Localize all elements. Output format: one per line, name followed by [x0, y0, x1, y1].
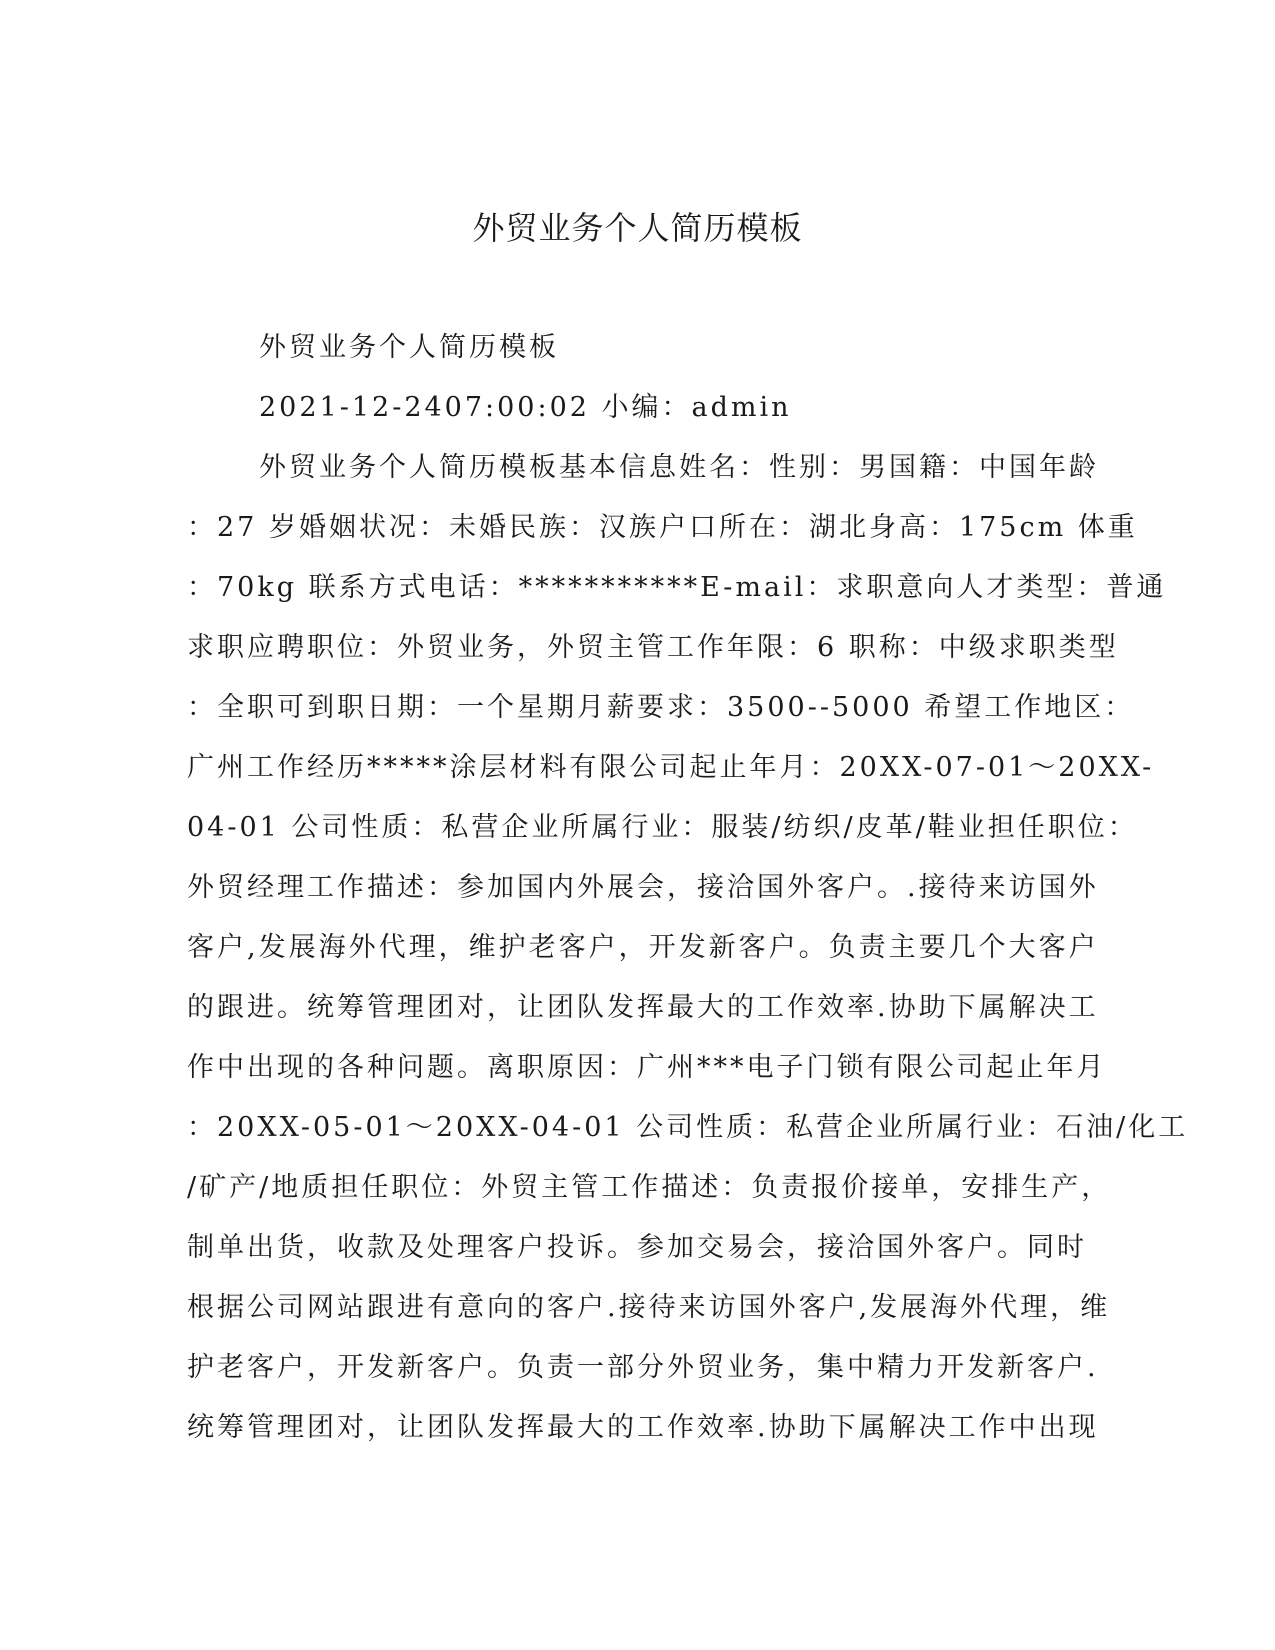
- document-title: 外贸业务个人简历模板: [472, 209, 803, 247]
- paragraph-line: 制单出货，收款及处理客户投诉。参加交易会，接洽国外客户。同时: [187, 1232, 1087, 1263]
- paragraph-line: ：20XX-05-01～20XX-04-01 公司性质：私营企业所属行业：石油/化工: [187, 1112, 1189, 1143]
- paragraph-line: 客户,发展海外代理，维护老客户，开发新客户。负责主要几个大客户: [187, 932, 1099, 963]
- paragraph-line: ：70kg 联系方式电话：***********E-mail：求职意向人才类型：普通: [187, 572, 1167, 603]
- paragraph-line: 的跟进。统筹管理团对，让团队发挥最大的工作效率.协助下属解决工: [187, 992, 1099, 1023]
- meta-line: 2021-12-2407:00:02 小编：admin: [259, 392, 792, 423]
- paragraph-line: ：27 岁婚姻状况：未婚民族：汉族户口所在：湖北身高：175cm 体重: [187, 512, 1138, 543]
- paragraph-line: 护老客户，开发新客户。负责一部分外贸业务，集中精力开发新客户.: [187, 1352, 1099, 1383]
- subtitle-line: 外贸业务个人简历模板: [259, 332, 559, 363]
- paragraph-line: 作中出现的各种问题。离职原因：广州***电子门锁有限公司起止年月: [187, 1052, 1107, 1083]
- paragraph-line: 广州工作经历*****涂层材料有限公司起止年月：20XX-07-01～20XX-: [187, 752, 1155, 783]
- document-body: [187, 318, 1189, 1458]
- paragraph-line: 04-01 公司性质：私营企业所属行业：服装/纺织/皮革/鞋业担任职位：: [187, 812, 1138, 843]
- paragraph-line: 外贸经理工作描述：参加国内外展会，接洽国外客户。.接待来访国外: [187, 872, 1099, 903]
- paragraph-line: ：全职可到职日期：一个星期月薪要求：3500--5000 希望工作地区：: [187, 692, 1135, 723]
- paragraph-line: 统筹管理团对，让团队发挥最大的工作效率.协助下属解决工作中出现: [187, 1412, 1099, 1443]
- paragraph-line: 求职应聘职位：外贸业务，外贸主管工作年限：6 职称：中级求职类型: [187, 632, 1119, 663]
- paragraph-line: /矿产/地质担任职位：外贸主管工作描述：负责报价接单，安排生产，: [187, 1172, 1112, 1203]
- paragraph-line: 外贸业务个人简历模板基本信息姓名：性别：男国籍：中国年龄: [259, 452, 1099, 483]
- paragraph-line: 根据公司网站跟进有意向的客户.接待来访国外客户,发展海外代理，维: [187, 1292, 1111, 1323]
